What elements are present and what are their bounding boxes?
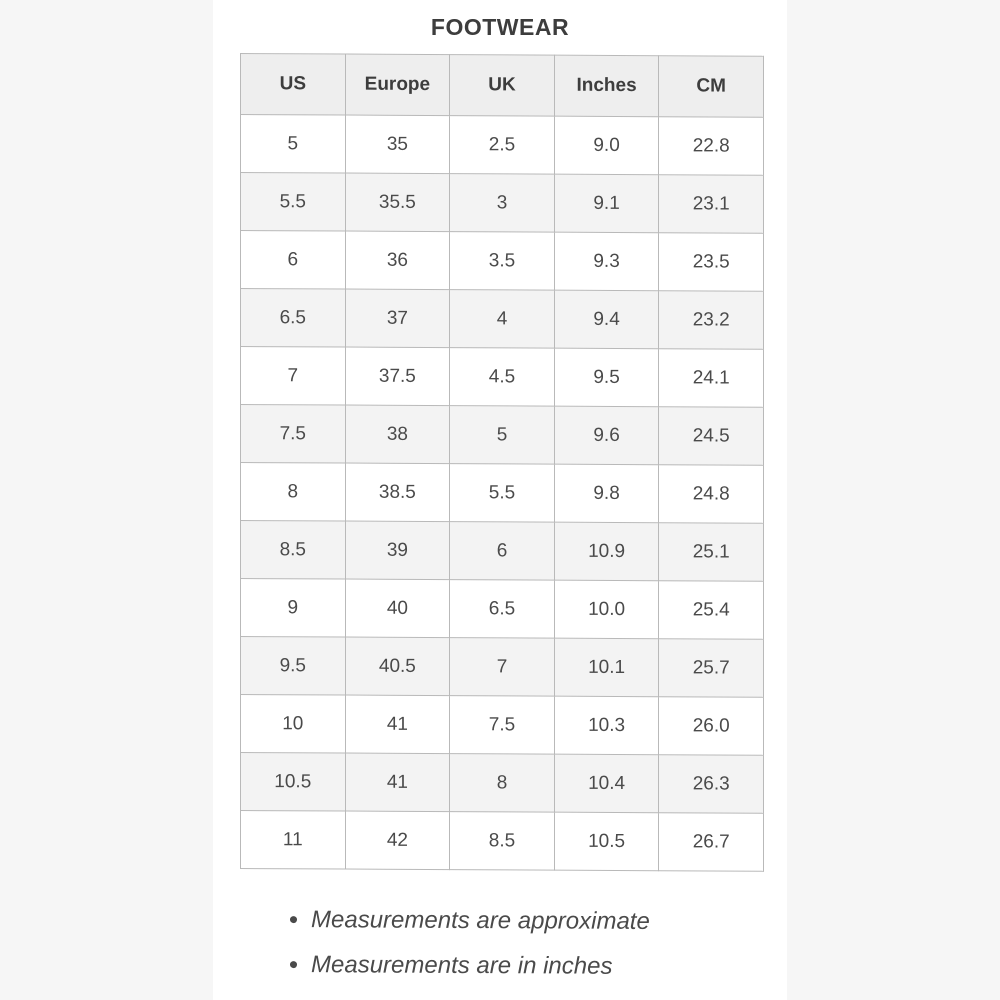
- cell-uk: 7: [450, 638, 555, 697]
- cell-us: 11: [241, 811, 346, 870]
- notes-list: [283, 904, 650, 996]
- table-row: [241, 405, 764, 466]
- note-item: • Measurements are in inches: [311, 949, 650, 983]
- cell-europe: 37: [345, 289, 450, 348]
- table-row: [241, 347, 764, 408]
- size-chart-page: [213, 0, 787, 1000]
- cell-cm: 23.2: [659, 291, 764, 350]
- size-table: [240, 53, 764, 872]
- table-row: [241, 811, 764, 872]
- cell-europe: 36: [345, 231, 450, 290]
- cell-uk: 2.5: [450, 116, 555, 175]
- table-row: [241, 695, 764, 756]
- table-row: [241, 231, 764, 292]
- cell-inches: 9.8: [554, 464, 659, 523]
- cell-cm: 26.7: [659, 813, 764, 872]
- cell-inches: 9.5: [554, 348, 659, 407]
- cell-inches: 9.4: [554, 290, 659, 349]
- cell-us: 10.5: [241, 753, 346, 812]
- cell-inches: 9.3: [554, 232, 659, 291]
- cell-uk: 8.5: [450, 812, 555, 871]
- table-header-row: [241, 54, 764, 118]
- cell-uk: 3.5: [450, 232, 555, 291]
- header-cm: CM: [659, 56, 764, 118]
- cell-inches: 9.0: [554, 116, 659, 175]
- table-row: [241, 753, 764, 814]
- cell-inches: 10.4: [554, 754, 659, 813]
- cell-inches: 10.1: [554, 638, 659, 697]
- cell-europe: 35.5: [345, 173, 450, 232]
- cell-cm: 25.7: [659, 639, 764, 698]
- cell-us: 6: [241, 231, 346, 290]
- cell-us: 5: [241, 115, 346, 174]
- cell-inches: 9.6: [554, 406, 659, 465]
- chart-title: FOOTWEAR: [430, 14, 570, 40]
- cell-uk: 8: [450, 754, 555, 813]
- cell-us: 8.5: [241, 521, 346, 580]
- cell-cm: 26.0: [659, 697, 764, 756]
- cell-inches: 10.5: [554, 812, 659, 871]
- table-row: [241, 289, 764, 350]
- cell-cm: 25.1: [659, 523, 764, 582]
- cell-uk: 5: [450, 406, 555, 465]
- table-row: [241, 579, 764, 640]
- table-row: [241, 115, 764, 176]
- cell-cm: 23.5: [659, 233, 764, 292]
- table-row: [241, 637, 764, 698]
- table-row: [241, 463, 764, 524]
- cell-inches: 10.9: [554, 522, 659, 581]
- cell-europe: 37.5: [345, 347, 450, 406]
- cell-europe: 39: [345, 521, 450, 580]
- header-inches: Inches: [554, 55, 659, 117]
- header-europe: Europe: [345, 54, 450, 116]
- header-uk: UK: [450, 55, 555, 117]
- cell-europe: 35: [345, 115, 450, 174]
- header-us: US: [241, 54, 346, 116]
- cell-uk: 6.5: [450, 580, 555, 639]
- note-item: • Measurements are approximate: [311, 904, 650, 938]
- table-row: [241, 521, 764, 582]
- table-body: [241, 115, 764, 872]
- cell-cm: 22.8: [659, 117, 764, 176]
- cell-europe: 41: [345, 695, 450, 754]
- cell-uk: 5.5: [450, 464, 555, 523]
- cell-europe: 41: [345, 753, 450, 812]
- cell-europe: 38.5: [345, 463, 450, 522]
- cell-cm: 25.4: [659, 581, 764, 640]
- cell-uk: 7.5: [450, 696, 555, 755]
- cell-us: 9: [241, 579, 346, 638]
- cell-cm: 24.5: [659, 407, 764, 466]
- cell-us: 5.5: [241, 173, 346, 232]
- cell-uk: 3: [450, 174, 555, 233]
- cell-uk: 6: [450, 522, 555, 581]
- cell-inches: 10.3: [554, 696, 659, 755]
- cell-europe: 38: [345, 405, 450, 464]
- cell-uk: 4: [450, 290, 555, 349]
- cell-us: 6.5: [241, 289, 346, 348]
- table-row: [241, 173, 764, 234]
- cell-inches: 9.1: [554, 174, 659, 233]
- cell-europe: 40.5: [345, 637, 450, 696]
- cell-us: 7.5: [241, 405, 346, 464]
- cell-cm: 26.3: [659, 755, 764, 814]
- cell-us: 8: [241, 463, 346, 522]
- cell-us: 10: [241, 695, 346, 754]
- cell-cm: 23.1: [659, 175, 764, 234]
- cell-europe: 42: [345, 811, 450, 870]
- cell-europe: 40: [345, 579, 450, 638]
- cell-us: 7: [241, 347, 346, 406]
- cell-us: 9.5: [241, 637, 346, 696]
- cell-inches: 10.0: [554, 580, 659, 639]
- cell-uk: 4.5: [450, 348, 555, 407]
- cell-cm: 24.1: [659, 349, 764, 408]
- cell-cm: 24.8: [659, 465, 764, 524]
